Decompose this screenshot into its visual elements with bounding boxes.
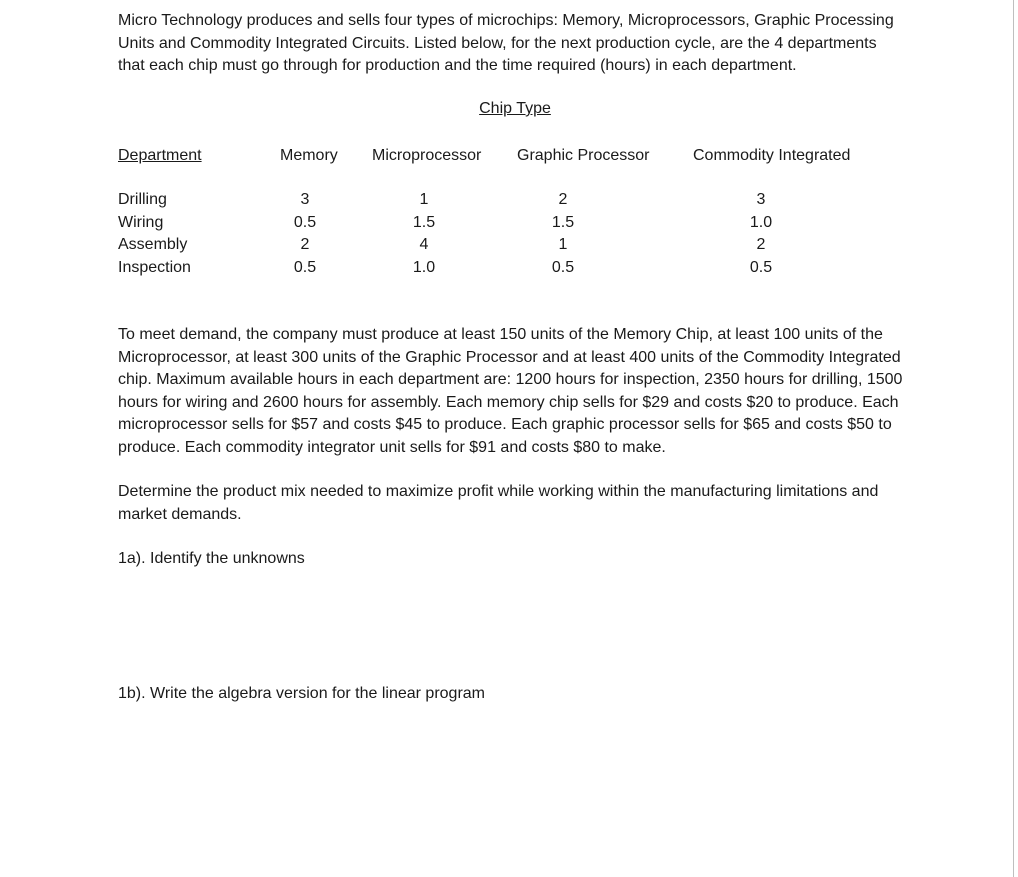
objective-paragraph: Determine the product mix needed to maximize profit while working within the manufacturing limitations and market demands. <box>118 483 879 523</box>
table-cell: 2 <box>558 191 568 208</box>
table-cell: 1.5 <box>551 214 575 231</box>
question-1b: 1b). Write the algebra version for the linear program <box>118 685 485 702</box>
table-cell: 3 <box>756 191 766 208</box>
table-cell: 1.5 <box>412 214 436 231</box>
intro-paragraph: Micro Technology produces and sells four types of microchips: Memory, Microprocessors, Graphic Processing Units and Commodity Integrated Circuits. Listed below, for the next production cycle, are the 4 departments that each chip must go through for production and the time required (hours) in each department. <box>118 12 894 74</box>
table-cell: 0.5 <box>293 259 317 276</box>
row-label-wiring: Wiring <box>118 214 164 231</box>
page-edge-line <box>1013 0 1014 877</box>
row-label-drilling: Drilling <box>118 191 167 208</box>
table-cell: 1.0 <box>749 214 773 231</box>
table-cell: 2 <box>300 236 310 253</box>
chip-type-heading: Chip Type <box>479 100 551 117</box>
table-cell: 4 <box>419 236 429 253</box>
department-column-header: Department <box>118 147 202 164</box>
question-1a: 1a). Identify the unknowns <box>118 550 305 567</box>
row-label-assembly: Assembly <box>118 236 188 253</box>
table-cell: 2 <box>756 236 766 253</box>
table-cell: 1 <box>558 236 568 253</box>
table-cell: 1 <box>419 191 429 208</box>
table-cell: 3 <box>300 191 310 208</box>
commodity-integrated-column-header: Commodity Integrated <box>693 147 851 164</box>
graphic-processor-column-header: Graphic Processor <box>517 147 650 164</box>
memory-column-header: Memory <box>280 147 338 164</box>
microprocessor-column-header: Microprocessor <box>372 147 482 164</box>
table-cell: 1.0 <box>412 259 436 276</box>
table-cell: 0.5 <box>551 259 575 276</box>
table-cell: 0.5 <box>293 214 317 231</box>
row-label-inspection: Inspection <box>118 259 191 276</box>
demand-paragraph: To meet demand, the company must produce at least 150 units of the Memory Chip, at least 100 units of the Microprocessor, at least 300 units of the Graphic Processor and at least 400 units of the Commodity Integrated chip. Maximum available hours in each department are: 1200 hours for inspection, 2350 hours for drilling, 1500 hours for wiring and 2600 hours for assembly. Each memory chip sells for $29 and costs $20 to produce. Each microprocessor sells for $57 and costs $45 to produce. Each graphic processor sells for $65 and costs $50 to produce. Each commodity integrator unit sells for $91 and costs $80 to make. <box>118 326 903 456</box>
table-cell: 0.5 <box>749 259 773 276</box>
